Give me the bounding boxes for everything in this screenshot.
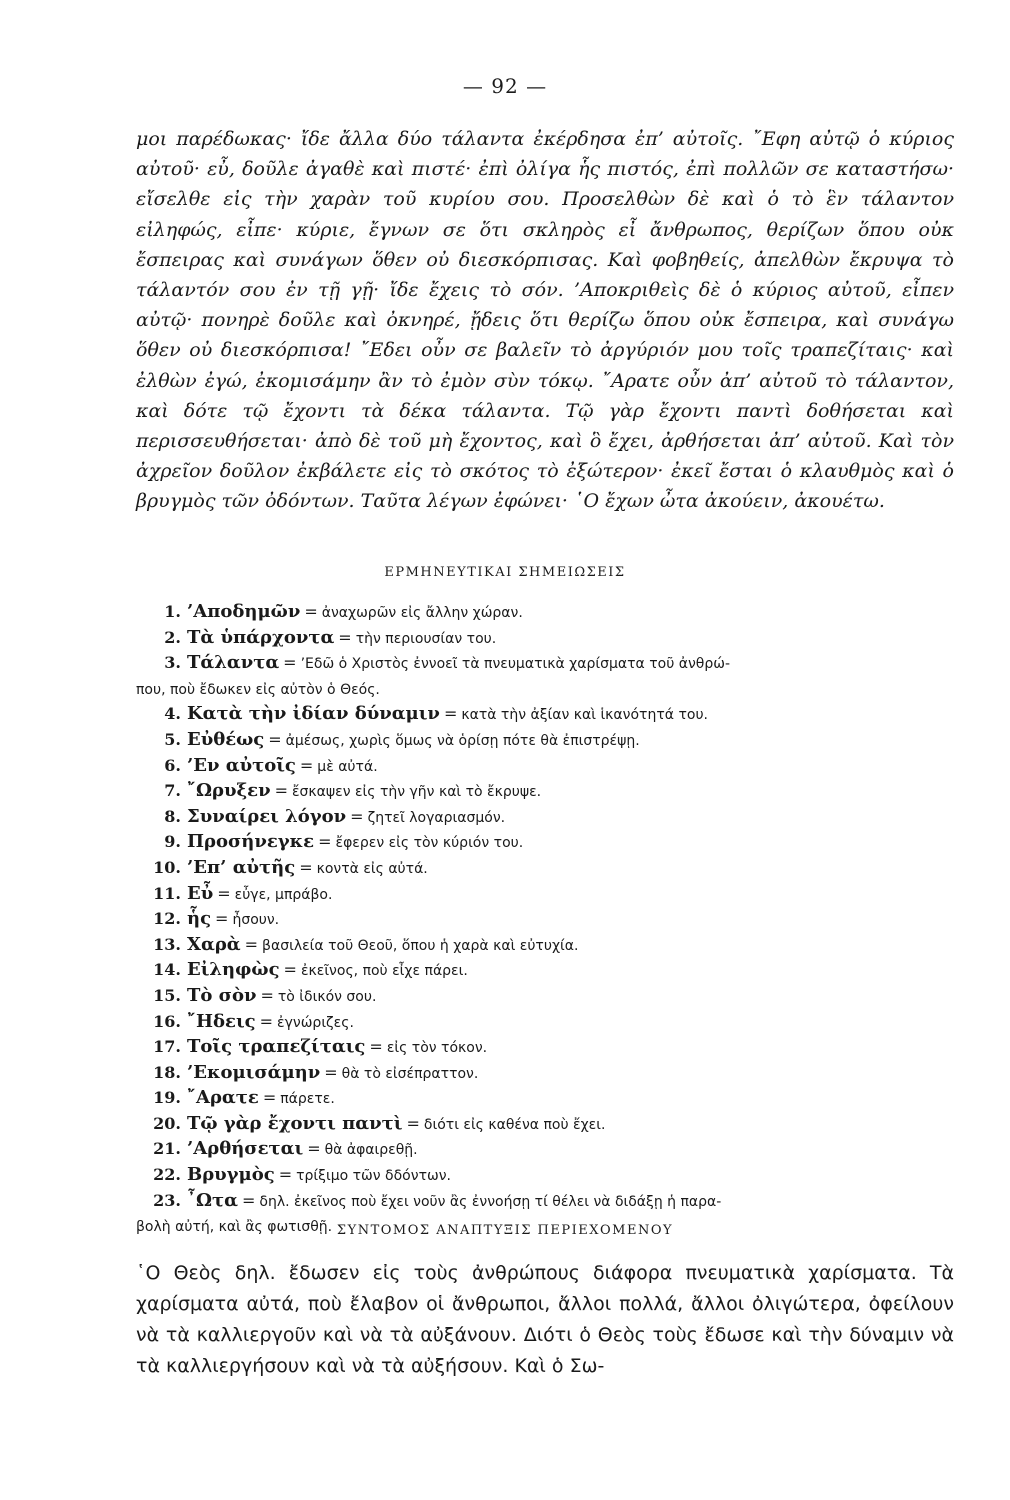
note-term: ’Εκομισάμην <box>187 1061 321 1083</box>
note-equals: = <box>242 1190 256 1210</box>
note-equals: = <box>244 934 259 954</box>
note-term: Τάλαντα <box>187 652 280 674</box>
note-definition: ἐγνώριζες. <box>277 1014 354 1031</box>
note-item <box>136 882 954 908</box>
note-definition: πάρετε. <box>280 1091 335 1108</box>
note-equals: = <box>324 1062 338 1082</box>
note-term: Τῷ γὰρ ἔχοντι παντὶ <box>187 1112 403 1134</box>
note-number: 4. <box>164 704 181 724</box>
note-term: Τὰ ὑπάρχοντα <box>187 626 335 648</box>
note-item <box>136 1010 954 1036</box>
note-equals: = <box>268 729 282 749</box>
note-term: Βρυγμὸς <box>187 1164 275 1186</box>
note-number: 12. <box>153 909 181 929</box>
note-term: ῏Ωτα <box>187 1189 238 1211</box>
note-equals: = <box>369 1037 383 1057</box>
note-equals: = <box>307 1139 321 1159</box>
note-term: ’Επ’ αὐτῆς <box>187 856 296 878</box>
note-item <box>136 754 954 780</box>
note-number: 2. <box>164 627 181 647</box>
note-definition: κοντὰ εἰς αὐτά. <box>316 860 428 877</box>
note-definition: ἔφερεν εἰς τὸν κύριόν του. <box>335 835 524 852</box>
note-equals: = <box>260 985 274 1005</box>
note-item <box>136 1086 954 1112</box>
note-definition: ἔσκαψεν εἰς τὴν γῆν καὶ τὸ ἔκρυψε. <box>291 784 542 801</box>
summary-heading: ΣΥΝΤΟΜΟΣ ΑΝΑΠΤΥΞΙΣ ΠΕΡΙΕΧΟΜΕΝΟΥ <box>336 1223 674 1238</box>
note-number: 6. <box>164 755 181 775</box>
gospel-text: μοι παρέδωκας· ἴδε ἄλλα δύο τάλαντα ἐκέρδησα ἐπ’ αὐτοῖς. ῎Εφη αὐτῷ ὁ κύριος αὐτοῦ· εὖ, δοῦλε ἀγαθὲ καὶ πιστέ· ἐπὶ ὀλίγα ἧς πιστός, ἐπὶ πολλῶν σε καταστήσω· εἴσελθε εἰς τὴν χαρὰν τοῦ κυρίου σου. Προσελθὼν δὲ καὶ ὁ τὸ ἓν τάλαντον εἰληφώς, εἶπε· κύριε, ἔγνων σε ὅτι σκληρὸς εἶ ἄνθρωπος, θερίζων ὅπου οὐκ ἔσπειρας καὶ συνάγων ὅθεν οὐ διεσκόρπισας. Καὶ φοβηθείς, ἀπελθὼν ἔκρυψα τὸ τάλαντόν σου ἐν τῇ γῇ· ἴδε ἔχεις τὸ σόν. ’Αποκριθεὶς δὲ ὁ κύριος αὐτοῦ, εἶπεν αὐτῷ· πονηρὲ δοῦλε καὶ ὀκνηρέ, ᾔδεις ὅτι θερίζω ὅπου οὐκ ἔσπειρα, καὶ συνάγω ὅθεν οὐ διεσκόρπισα! ῎Εδει οὖν σε βαλεῖν τὸ ἀργύριόν μου τοῖς τραπεζίταις· καὶ ἐλθὼν ἐγώ, ἐκομισάμην ἂν τὸ ἐμὸν σὺν τόκῳ. ῎Αρατε οὖν ἀπ’ αὐτοῦ τὸ τάλαντον, καὶ δότε τῷ ἔχοντι τὰ δέκα τάλαντα. Τῷ γὰρ ἔχοντι παντὶ δοθήσεται καὶ περισσευθήσεται· ἀπὸ δὲ τοῦ μὴ ἔχοντος, καὶ ὃ ἔχει, ἀρθήσεται ἀπ’ αὐτοῦ. Καὶ τὸν ἀχρεῖον δοῦλον ἐκβάλετε εἰς τὸ σκότος τὸ ἐξώτερον· ἐκεῖ ἔσται ὁ κλαυθμὸς καὶ ὁ βρυγμὸς τῶν ὀδόντων. Ταῦτα λέγων ἐφώνει· ῾Ο ἔχων ὦτα ἀκούειν, ἀκουέτω. <box>136 128 954 513</box>
note-item <box>136 600 954 626</box>
note-number: 13. <box>153 934 181 954</box>
note-item <box>136 728 954 754</box>
note-item <box>136 626 954 652</box>
note-equals: = <box>338 627 352 647</box>
note-item <box>136 1163 954 1189</box>
note-equals: = <box>278 1165 293 1185</box>
note-equals: = <box>283 653 297 673</box>
note-term: Συναίρει λόγον <box>187 805 347 827</box>
note-continuation <box>136 677 954 703</box>
summary-text: ῾Ο Θεὸς δηλ. ἔδωσεν εἰς τοὺς ἀνθρώπους διάφορα πνευματικὰ χαρίσματα. Τὰ χαρίσματα αὐτά, ποὺ ἔλαβον οἱ ἄνθρωποι, ἄλλοι πολλά, ἄλλοι ὀλιγώτερα, ὀφείλουν νὰ τὰ καλλιεργοῦν καὶ νὰ τὰ αὐξάνουν. Διότι ὁ Θεὸς τοὺς ἔδωσε καὶ τὴν δύναμιν νὰ τὰ καλλιεργήσουν καὶ νὰ τὰ αὐξήσουν. Καὶ ὁ Σω- <box>136 1262 954 1377</box>
note-number: 15. <box>153 985 181 1005</box>
note-item <box>136 702 954 728</box>
note-equals: = <box>406 1113 420 1133</box>
note-number: 21. <box>153 1139 181 1159</box>
note-definition: τὸ ἰδικόν σου. <box>277 988 377 1005</box>
note-term: Τοῖς τραπεζίταις <box>187 1036 366 1058</box>
note-item <box>136 907 954 933</box>
note-item <box>136 1137 954 1163</box>
note-definition: μὲ αὐτά. <box>317 758 378 775</box>
note-number: 23. <box>153 1190 181 1210</box>
note-definition: τρίξιμο τῶν δδόντων. <box>296 1168 451 1185</box>
note-definition: ζητεῖ λογαριασμόν. <box>367 809 506 826</box>
note-number: 8. <box>164 806 181 826</box>
note-term: ῎Ωρυξεν <box>187 780 271 802</box>
note-definition: θὰ τὸ εἰσέπραττον. <box>341 1065 479 1082</box>
note-item <box>136 779 954 805</box>
note-definition: εὖγε, μπράβο. <box>234 886 333 903</box>
note-number: 9. <box>164 832 181 852</box>
notes-heading: ΕΡΜΗΝΕΥΤΙΚΑΙ ΣΗΜΕΙΩΣΕΙΣ <box>384 565 626 580</box>
note-term: Εἰληφὼς <box>187 959 280 981</box>
note-item <box>136 651 954 677</box>
note-definition: ἦσουν. <box>232 912 280 929</box>
note-term: Εὐθέως <box>187 728 265 750</box>
note-definition: τὴν περιουσίαν του. <box>355 630 497 647</box>
note-definition: δηλ. ἐκεῖνος ποὺ ἔχει νοῦν ἂς ἐννοήσῃ τί θέλει νὰ διδάξῃ ἡ παρα- <box>259 1193 722 1210</box>
note-definition: θὰ ἀφαιρεθῇ. <box>324 1142 418 1159</box>
note-number: 22. <box>153 1165 181 1185</box>
note-definition-continued: που, ποὺ ἔδωκεν εἰς αὐτὸν ὁ Θεός. <box>136 681 380 698</box>
note-equals: = <box>318 832 332 852</box>
note-number: 3. <box>164 653 181 673</box>
note-number: 20. <box>153 1113 181 1133</box>
note-item <box>136 1035 954 1061</box>
note-item <box>136 856 954 882</box>
note-number: 14. <box>153 960 181 980</box>
note-equals: = <box>299 857 313 877</box>
note-definition: ἀναχωρῶν εἰς ἄλλην χώραν. <box>321 605 523 621</box>
note-equals: = <box>283 960 297 980</box>
note-definition: διότι εἰς καθένα ποὺ ἔχει. <box>423 1116 606 1133</box>
note-item <box>136 984 954 1010</box>
notes-list <box>136 600 954 1240</box>
note-number: 7. <box>164 781 181 801</box>
note-item <box>136 805 954 831</box>
note-item <box>136 933 954 959</box>
note-equals: = <box>217 883 231 903</box>
note-equals: = <box>262 1088 277 1108</box>
note-number: 19. <box>153 1088 181 1108</box>
note-term: Προσήνεγκε <box>187 831 315 853</box>
note-number: 1. <box>164 602 181 621</box>
note-definition: κατὰ τὴν ἀξίαν καὶ ἱκανότητά του. <box>461 707 708 724</box>
note-term: Εὖ <box>187 882 214 904</box>
note-term: ’Αποδημῶν <box>187 601 301 622</box>
note-definition: ἐκεῖνος, ποὺ εἶχε πάρει. <box>300 963 468 980</box>
note-definition-continued: βολὴ αὐτή, καὶ ἂς φωτισθῇ. <box>136 1219 333 1236</box>
note-definition: βασιλεία τοῦ Θεοῦ, ὅπου ἡ χαρὰ καὶ εὐτυχία. <box>262 937 579 954</box>
note-number: 10. <box>153 857 181 877</box>
note-number: 16. <box>153 1011 181 1031</box>
note-equals: = <box>304 602 318 621</box>
note-term: Κατὰ τὴν ἰδίαν δύναμιν <box>187 703 440 725</box>
note-equals: = <box>274 781 288 801</box>
note-item <box>136 958 954 984</box>
note-item <box>136 1061 954 1087</box>
note-number: 17. <box>153 1037 181 1057</box>
note-term: ’Εν αὐτοῖς <box>187 754 296 776</box>
note-equals: = <box>215 909 229 929</box>
note-definition: ’Εδῶ ὁ Χριστὸς ἐννοεῖ τὰ πνευματικὰ χαρίσματα τοῦ ἀνθρώ- <box>300 656 731 673</box>
note-term: Χαρὰ <box>187 933 241 955</box>
note-item <box>136 1112 954 1138</box>
note-equals: = <box>299 755 314 775</box>
note-equals: = <box>350 806 364 826</box>
note-number: 11. <box>153 883 181 903</box>
note-term: ῎Ηδεις <box>187 1010 256 1032</box>
note-item <box>136 830 954 856</box>
page-number: — 92 — <box>462 74 548 98</box>
note-equals: = <box>259 1011 274 1031</box>
note-definition: εἰς τὸν τόκον. <box>386 1040 488 1057</box>
note-term: Τὸ σὸν <box>187 984 257 1006</box>
note-definition: ἀμέσως, χωρὶς ὅμως νὰ ὁρίσῃ πότε θὰ ἐπιστρέψῃ. <box>285 732 640 749</box>
note-term: ἧς <box>187 908 212 930</box>
note-term: ῎Αρατε <box>187 1087 259 1109</box>
note-item <box>136 1189 954 1215</box>
note-number: 18. <box>153 1062 181 1082</box>
note-equals: = <box>443 704 458 724</box>
note-number: 5. <box>164 729 181 749</box>
note-term: ’Αρθήσεται <box>187 1138 304 1160</box>
